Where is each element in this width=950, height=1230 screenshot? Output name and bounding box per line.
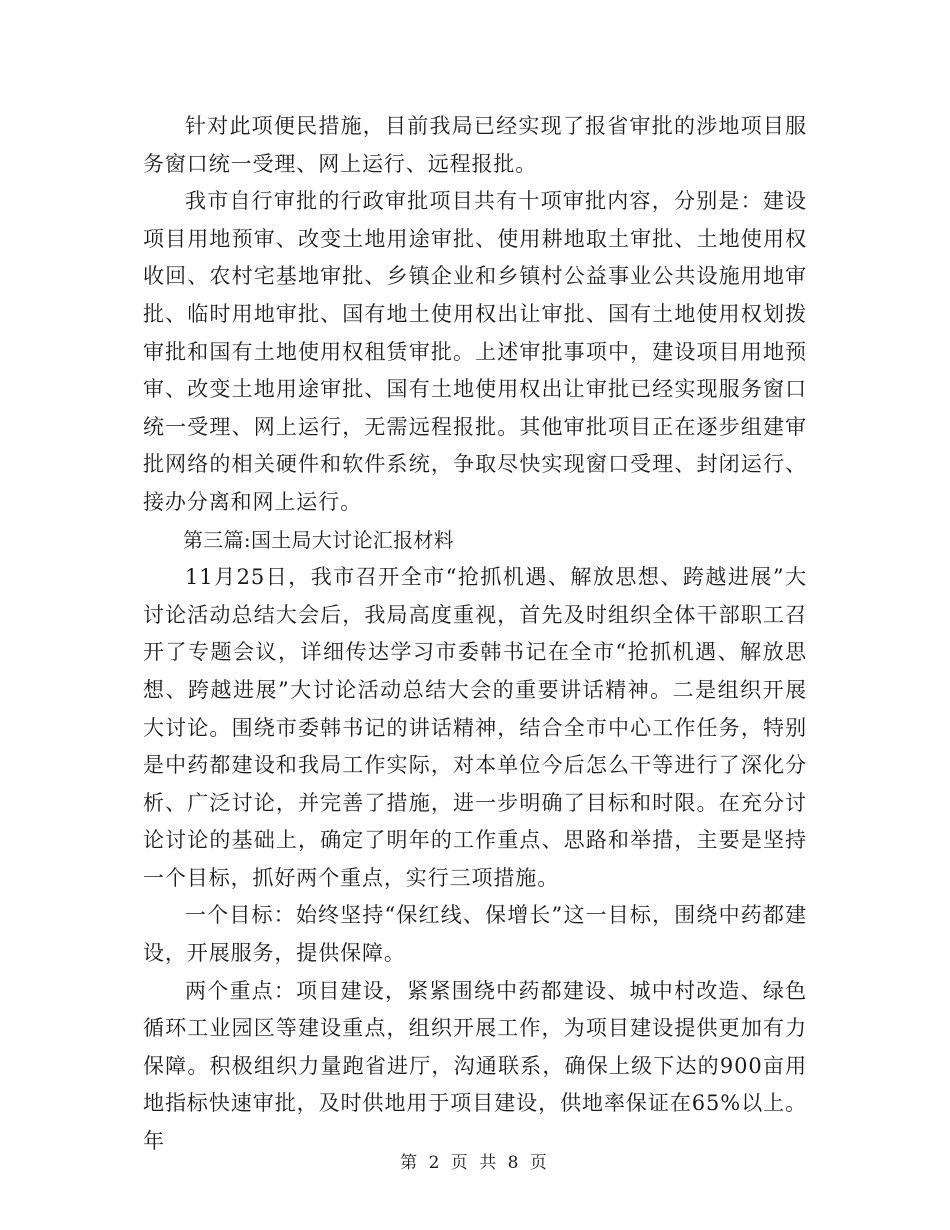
paragraph-two-priorities: 两个重点：项目建设，紧紧围绕中药都建设、城中村改造、绿色循环工业园区等建设重点，组织开展工作，为项目建设提供更加有力保障。积极组织力量跑省进厅，沟通联系，确保上级下达的900亩用地指标快速审批，及时供地用于项目建设，供地率保证在65%以上。年	[143, 978, 807, 1154]
paragraph-convenience-measures: 针对此项便民措施，目前我局已经实现了报省审批的涉地项目服务窗口统一受理、网上运行、远程报批。	[143, 114, 807, 176]
paragraph-one-goal: 一个目标：始终坚持“保红线、保增长”这一目标，围绕中药都建设，开展服务，提供保障。	[143, 903, 807, 966]
document-body	[143, 108, 807, 1161]
section-heading: 第三篇:国土局大讨论汇报材料	[183, 527, 454, 552]
paragraph-approval-items: 我市自行审批的行政审批项目共有十项审批内容，分别是：建设项目用地预审、改变土地用途审批、使用耕地取土审批、土地使用权收回、农村宅基地审批、乡镇企业和乡镇村公益事业公共设施用地审批、临时用地审批、国有地土使用权出让审批、国有土地使用权划拨审批和国有土地使用权租赁审批。上述审批事项中，建设项目用地预审、改变土地用途审批、国有土地使用权出让审批已经实现服务窗口统一受理、网上运行，无需远程报批。其他审批项目正在逐步组建审批网络的相关硬件和软件系统，争取尽快实现窗口受理、封闭运行、接办分离和网上运行。	[143, 189, 807, 514]
paragraph-discussion-summary: 11月25日，我市召开全市“抢抓机遇、解放思想、跨越进展”大讨论活动总结大会后，我局高度重视，首先及时组织全体干部职工召开了专题会议，详细传达学习市委韩书记在全市“抢抓机遇、解放思想、跨越进展”大讨论活动总结大会的重要讲话精神。二是组织开展大讨论。围绕市委韩书记的讲话精神，结合全市中心工作任务，特别是中药都建设和我局工作实际，对本单位今后怎么干等进行了深化分析、广泛讨论，并完善了措施，进一步明确了目标和时限。在充分讨论讨论的基础上，确定了明年的工作重点、思路和举措，主要是坚持一个目标，抓好两个重点，实行三项措施。	[143, 565, 807, 890]
page-footer: 第 2 页 共 8 页	[400, 1153, 550, 1173]
